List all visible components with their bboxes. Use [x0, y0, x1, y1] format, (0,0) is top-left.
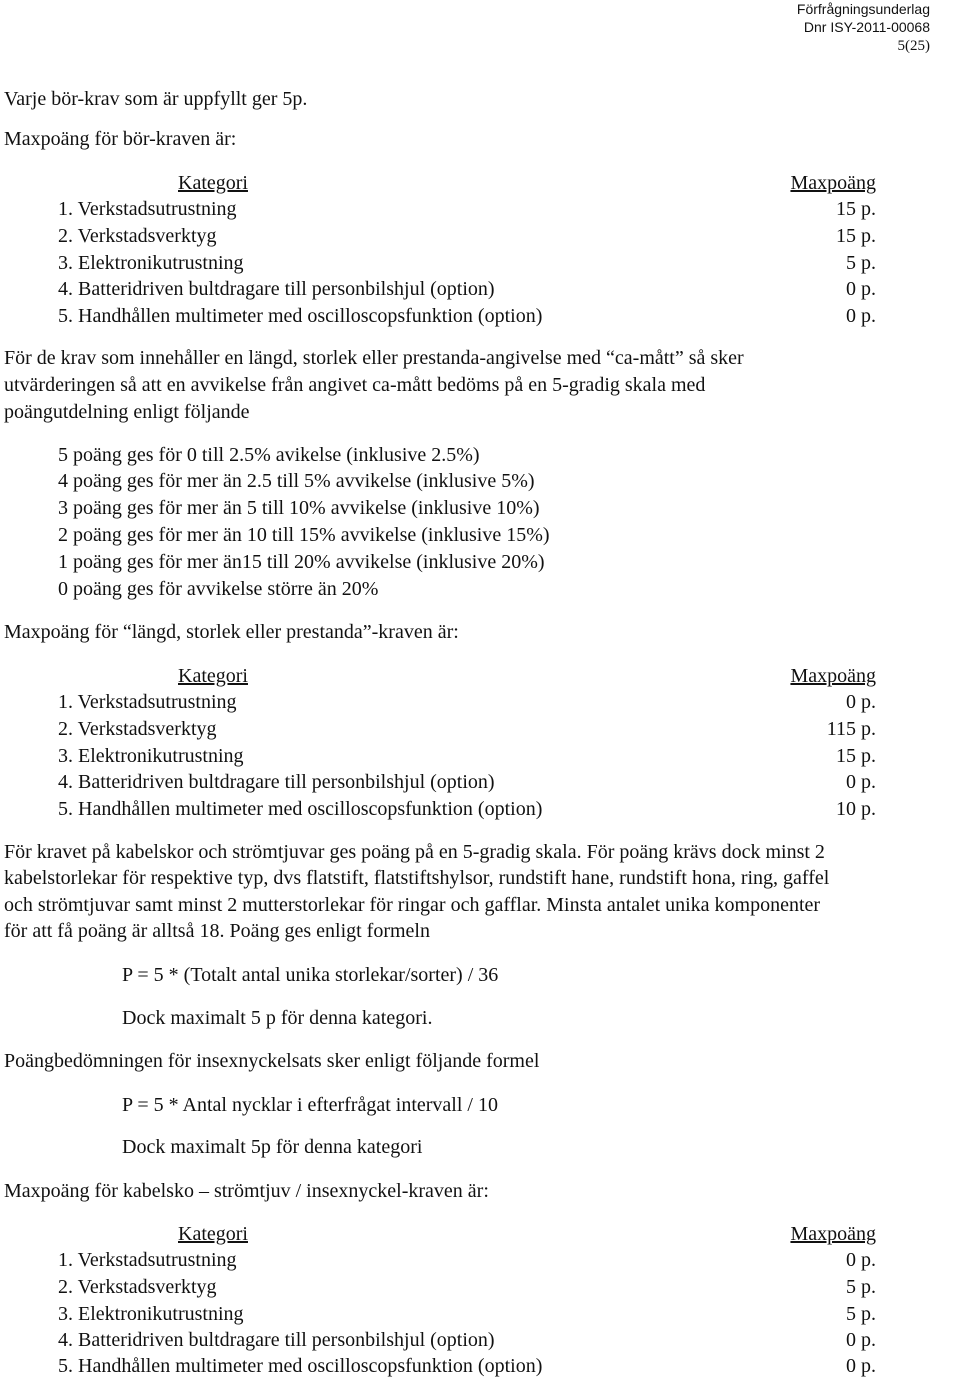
- formula-insex: P = 5 * Antal nycklar i efterfrågat intervall / 10: [122, 1094, 498, 1116]
- scale-item: 5 poäng ges för 0 till 2.5% avikelse (inklusive 2.5%): [58, 444, 480, 466]
- document-number: Dnr ISY-2011-00068: [803, 19, 930, 35]
- table-row-category: 3. Elektronikutrustning: [58, 745, 244, 767]
- paragraph-line: För kravet på kabelskor och strömtjuvar ges poäng på en 5-gradig skala. För poäng krävs dock minst 2: [4, 841, 825, 863]
- max-note-kabelsko: Dock maximalt 5 p för denna kategori.: [122, 1007, 433, 1029]
- column-header-category: Kategori: [178, 665, 248, 687]
- max-note-insex: Dock maximalt 5p för denna kategori: [122, 1136, 423, 1158]
- intro-maxpoang-langd: Maxpoäng för “längd, storlek eller prestanda”-kraven är:: [4, 621, 459, 643]
- paragraph-line: poängutdelning enligt följande: [4, 401, 250, 423]
- intro-maxpoang-kabelsko: Maxpoäng för kabelsko – strömtjuv / insexnyckel-kraven är:: [4, 1180, 489, 1202]
- scale-item: 4 poäng ges för mer än 2.5 till 5% avvikelse (inklusive 5%): [58, 470, 535, 492]
- table-row-category: 1. Verkstadsutrustning: [58, 691, 237, 713]
- document-type: Förfrågningsunderlag: [796, 1, 930, 17]
- paragraph-line: utvärderingen så att en avvikelse från angivet ca-mått bedöms på en 5-gradig skala med: [4, 374, 706, 396]
- formula-kabelsko: P = 5 * (Totalt antal unika storlekar/sorter) / 36: [122, 964, 499, 986]
- table-row-category: 4. Batteridriven bultdragare till personbilshjul (option): [58, 278, 495, 300]
- column-header-max: Maxpoäng: [790, 172, 876, 194]
- table-row-max: 0 p.: [846, 1249, 876, 1271]
- scale-item: 2 poäng ges för mer än 10 till 15% avvikelse (inklusive 15%): [58, 524, 550, 546]
- column-header-category: Kategori: [178, 1223, 248, 1245]
- paragraph-line: För de krav som innehåller en längd, storlek eller prestanda-angivelse med “ca-mått” så sker: [4, 347, 744, 369]
- column-header-category: Kategori: [178, 172, 248, 194]
- table-row-category: 3. Elektronikutrustning: [58, 252, 244, 274]
- scale-item: 3 poäng ges för mer än 5 till 10% avvikelse (inklusive 10%): [58, 497, 540, 519]
- table-row-category: 2. Verkstadsverktyg: [58, 1276, 217, 1298]
- table-row-max: 115 p.: [826, 718, 876, 740]
- table-row-category: 5. Handhållen multimeter med oscilloscopsfunktion (option): [58, 305, 543, 327]
- column-header-max: Maxpoäng: [790, 1223, 876, 1245]
- table-row-category: 4. Batteridriven bultdragare till personbilshjul (option): [58, 771, 495, 793]
- table-row-category: 1. Verkstadsutrustning: [58, 1249, 237, 1271]
- table-row-max: 15 p.: [836, 225, 876, 247]
- table-row-max: 15 p.: [836, 745, 876, 767]
- table-row-max: 0 p.: [846, 305, 876, 327]
- intro-maxpoang-bor: Maxpoäng för bör-kraven är:: [4, 128, 237, 150]
- table-row-max: 0 p.: [846, 771, 876, 793]
- insex-intro: Poängbedömningen för insexnyckelsats sker enligt följande formel: [4, 1050, 540, 1072]
- table-row-max: 15 p.: [836, 198, 876, 220]
- table-row-max: 5 p.: [846, 252, 876, 274]
- table-row-category: 1. Verkstadsutrustning: [58, 198, 237, 220]
- intro-bor-krav: Varje bör-krav som är uppfyllt ger 5p.: [4, 88, 308, 110]
- table-row-category: 4. Batteridriven bultdragare till personbilshjul (option): [58, 1329, 495, 1351]
- table-row-category: 3. Elektronikutrustning: [58, 1303, 244, 1325]
- table-row-max: 10 p.: [836, 798, 876, 820]
- table-row-max: 5 p.: [846, 1303, 876, 1325]
- page-number: 5(25): [897, 38, 930, 54]
- table-row-max: 0 p.: [846, 278, 876, 300]
- table-row-max: 5 p.: [846, 1276, 876, 1298]
- table-row-category: 2. Verkstadsverktyg: [58, 718, 217, 740]
- column-header-max: Maxpoäng: [790, 665, 876, 687]
- table-row-category: 2. Verkstadsverktyg: [58, 225, 217, 247]
- paragraph-line: för att få poäng är alltså 18. Poäng ges enligt formeln: [4, 920, 430, 942]
- table-row-category: 5. Handhållen multimeter med oscilloscopsfunktion (option): [58, 798, 543, 820]
- table-row-max: 0 p.: [846, 1329, 876, 1351]
- table-row-category: 5. Handhållen multimeter med oscilloscopsfunktion (option): [58, 1355, 543, 1377]
- paragraph-line: och strömtjuvar samt minst 2 mutterstorlekar för ringar och gafflar. Minsta antalet unika komponenter: [4, 894, 821, 916]
- table-row-max: 0 p.: [846, 691, 876, 713]
- paragraph-line: kabelstorlekar för respektive typ, dvs flatstift, flatstiftshylsor, rundstift hane, rundstift hona, ring, gaffel: [4, 867, 830, 889]
- scale-item: 1 poäng ges för mer än15 till 20% avvikelse (inklusive 20%): [58, 551, 545, 573]
- table-row-max: 0 p.: [846, 1355, 876, 1377]
- scale-item: 0 poäng ges för avvikelse större än 20%: [58, 578, 379, 600]
